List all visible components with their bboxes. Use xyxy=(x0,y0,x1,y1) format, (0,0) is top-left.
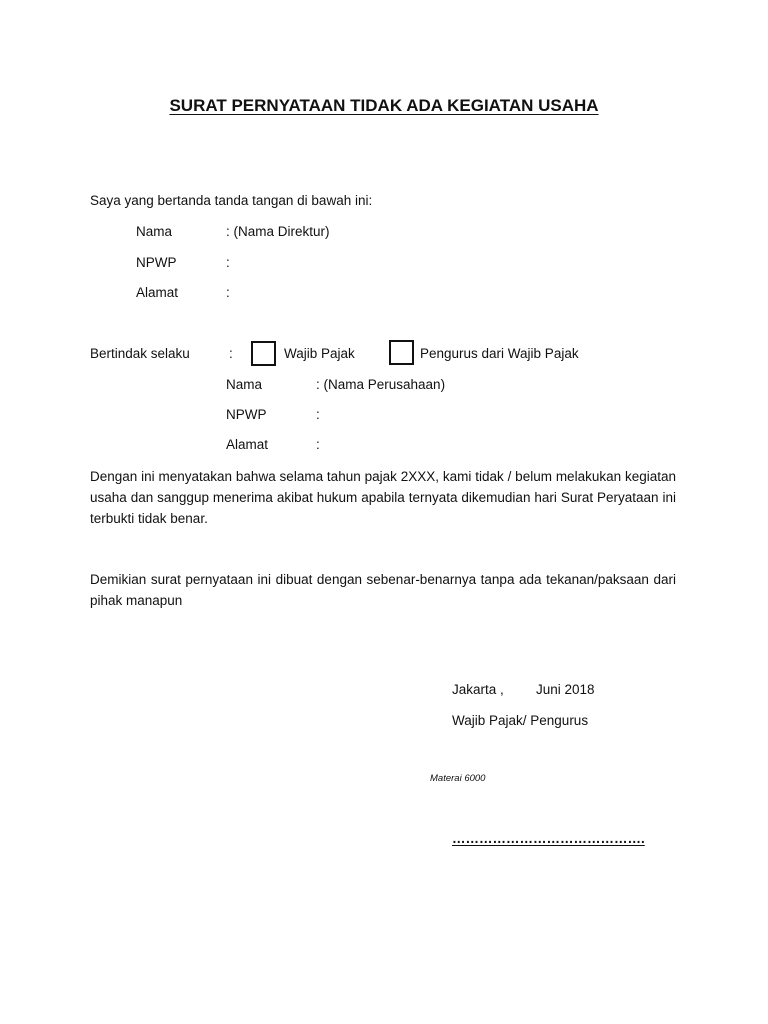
signature-line: ……………………………………. xyxy=(452,831,645,846)
signature-date: Juni 2018 xyxy=(536,682,595,697)
intro-text: Saya yang bertanda tanda tangan di bawah ini: xyxy=(90,193,373,208)
company-npwp-label: NPWP xyxy=(226,407,267,422)
materai-stamp-label: Materai 6000 xyxy=(430,773,486,784)
pengurus-checkbox[interactable] xyxy=(389,340,414,365)
director-name-label: Nama xyxy=(136,224,173,239)
signature-city: Jakarta , xyxy=(452,682,504,697)
director-address-label: Alamat xyxy=(136,285,179,300)
director-address-value: : xyxy=(226,285,230,300)
company-name-label: Nama xyxy=(226,377,263,392)
company-address-label: Alamat xyxy=(226,437,269,452)
acting-as-colon: : xyxy=(229,346,233,361)
wajib-pajak-checkbox[interactable] xyxy=(251,341,276,366)
pengurus-option-label: Pengurus dari Wajib Pajak xyxy=(420,346,579,361)
director-npwp-label: NPWP xyxy=(136,255,177,270)
company-address-value: : xyxy=(316,437,320,452)
signature-role: Wajib Pajak/ Pengurus xyxy=(452,713,589,728)
acting-as-label: Bertindak selaku xyxy=(90,346,190,361)
company-npwp-value: : xyxy=(316,407,320,422)
closing-paragraph: Demikian surat pernyataan ini dibuat dengan sebenar-benarnya tanpa ada tekanan/paksaan dari pihak manapun xyxy=(90,572,676,608)
document-title: SURAT PERNYATAAN TIDAK ADA KEGIATAN USAHA xyxy=(169,96,599,115)
company-name-value: : (Nama Perusahaan) xyxy=(316,377,446,392)
director-npwp-value: : xyxy=(226,255,230,270)
wajib-pajak-option-label: Wajib Pajak xyxy=(284,346,355,361)
statement-paragraph: Dengan ini menyatakan bahwa selama tahun pajak 2XXX, kami tidak / belum melakukan kegiatan usaha dan sanggup menerima akibat hukum apabila ternyata dikemudian hari Surat Peryataan ini terbukti tidak benar. xyxy=(90,469,676,526)
director-name-value: : (Nama Direktur) xyxy=(226,224,330,239)
